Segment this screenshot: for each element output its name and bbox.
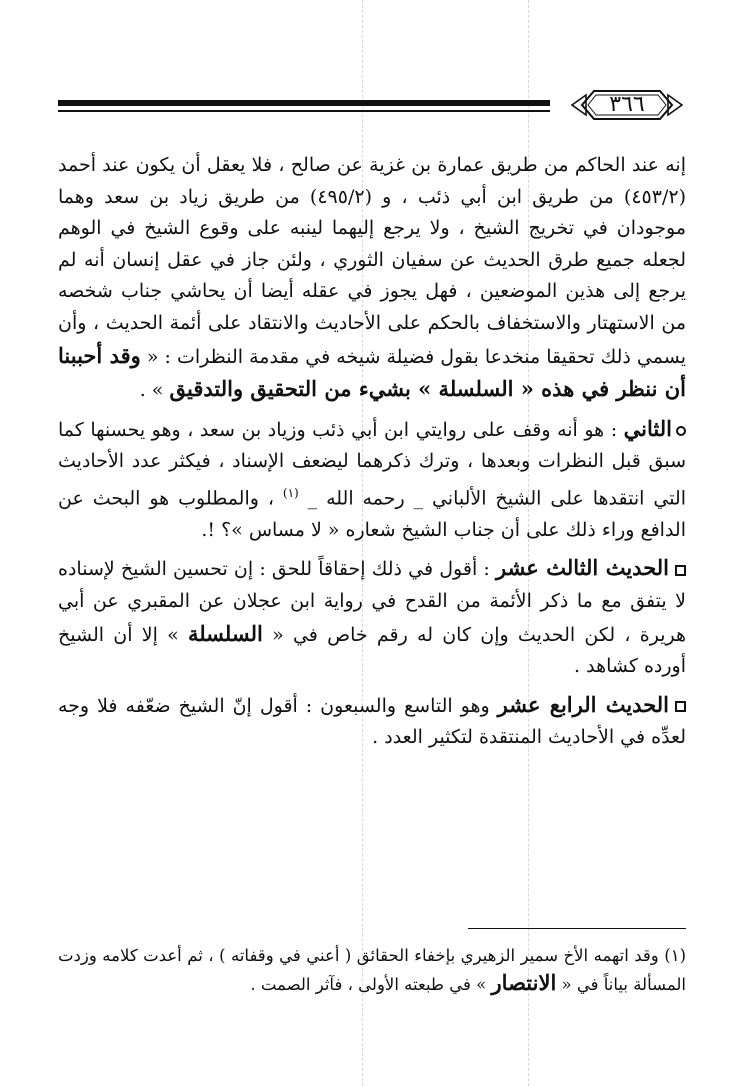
footnote-reference: (١) (282, 485, 299, 500)
square-bullet-icon (675, 701, 686, 712)
page-header (58, 80, 686, 128)
circle-bullet-icon (676, 426, 686, 436)
section-heading: الحديث الرابع عشر (497, 691, 669, 717)
text-segment: » إلا أن الشيخ أورده كشاهد . (58, 623, 686, 678)
paragraph-4 (58, 689, 686, 754)
footnote-separator (468, 928, 686, 929)
page-number: ٣٦٦ (609, 92, 645, 117)
header-rule-thin (58, 110, 550, 112)
paragraph-3 (58, 552, 686, 682)
footnote (58, 942, 686, 998)
paragraph-2 (58, 413, 686, 547)
text-segment: » . (139, 379, 170, 402)
paragraph-1 (58, 150, 686, 407)
quoted-bold-text: وقد أحببنا أن ننظر في هذه « السلسلة » بشيء من التحقيق والتدقيق (58, 342, 686, 402)
section-heading: الثاني (623, 415, 672, 441)
header-rule-thick (58, 100, 550, 106)
text-segment: ، والمطلوب هو البحث عن الدافع وراء ذلك على أن جناب الشيخ شعاره « لا مساس »؟ !. (58, 487, 686, 541)
footnote-bold-term: الانتصار (491, 970, 557, 995)
footnote-text: » في طبعته الأولى ، فآثر الصمت . (250, 975, 492, 994)
footnote-text: (١) وقد اتهمه الأخ سمير الزهيري بإخفاء الحقائق ( أعني في وقفاته ) ، ثم أعدت كلامه وزدت المسألة بياناً في « (58, 946, 686, 994)
bold-term: السلسلة (187, 620, 263, 646)
square-bullet-icon (675, 565, 686, 576)
text-segment: : أقول في ذلك إحقاقاً للحق : إن تحسين الشيخ لإسناده لا يتفق مع ما ذكر الأئمة من القدح في رواية ابن عجلان عن المقبري عن أبي هريرة ، لكن الحديث وإن كان له رقم خاص في « (58, 558, 686, 646)
page-number-badge (568, 86, 686, 124)
text-segment: وهو التاسع والسبعون : أقول إنّ الشيخ ضعّفه فلا وجه لعدِّه في الأحاديث المنتقدة لتكثير العدد . (58, 694, 686, 749)
text-segment: : هو أنه وقف على روايتي ابن أبي ذئب وزياد بن سعد ، وهو يحسنها كما سبق قبل النظرات وبعدها ، وترك ذكرهما ليضعف الإسناد ، فيكثر عدد الأحاديث التي انتقدها على الشيخ الألباني _ رحمه الله _ (58, 418, 687, 510)
main-text (58, 150, 686, 754)
section-heading: الحديث الثالث عشر (495, 555, 669, 581)
text-segment: إنه عند الحاكم من طريق عمارة بن غزية عن صالح ، فلا يعقل أن يكون عند أحمد (٤٥٣/٢) من طريق ابن أبي ذئب ، و (٤٩٥/٢) من طريق زياد بن سعد وهما موجودان في تخريج الشيخ ، ولا يرجع إليهما لينبه على وقوع الشيخ في الوهم لجعله جميع طرق الحديث عن سفيان الثوري ، ولئن جاز في عقل إنسان أنه لم يرجع إلى هذين الموضعين ، فهل يجوز في عقله أيضا أن يحاشي جناب شخصه من الاستهتار والاستخفاف بالحكم على الأحاديث والانتقاد على أئمة الحديث ، وأن يسمي ذلك تحقيقا منخدعا بقول فضيلة شيخه في مقدمة النظرات : « (58, 154, 686, 368)
